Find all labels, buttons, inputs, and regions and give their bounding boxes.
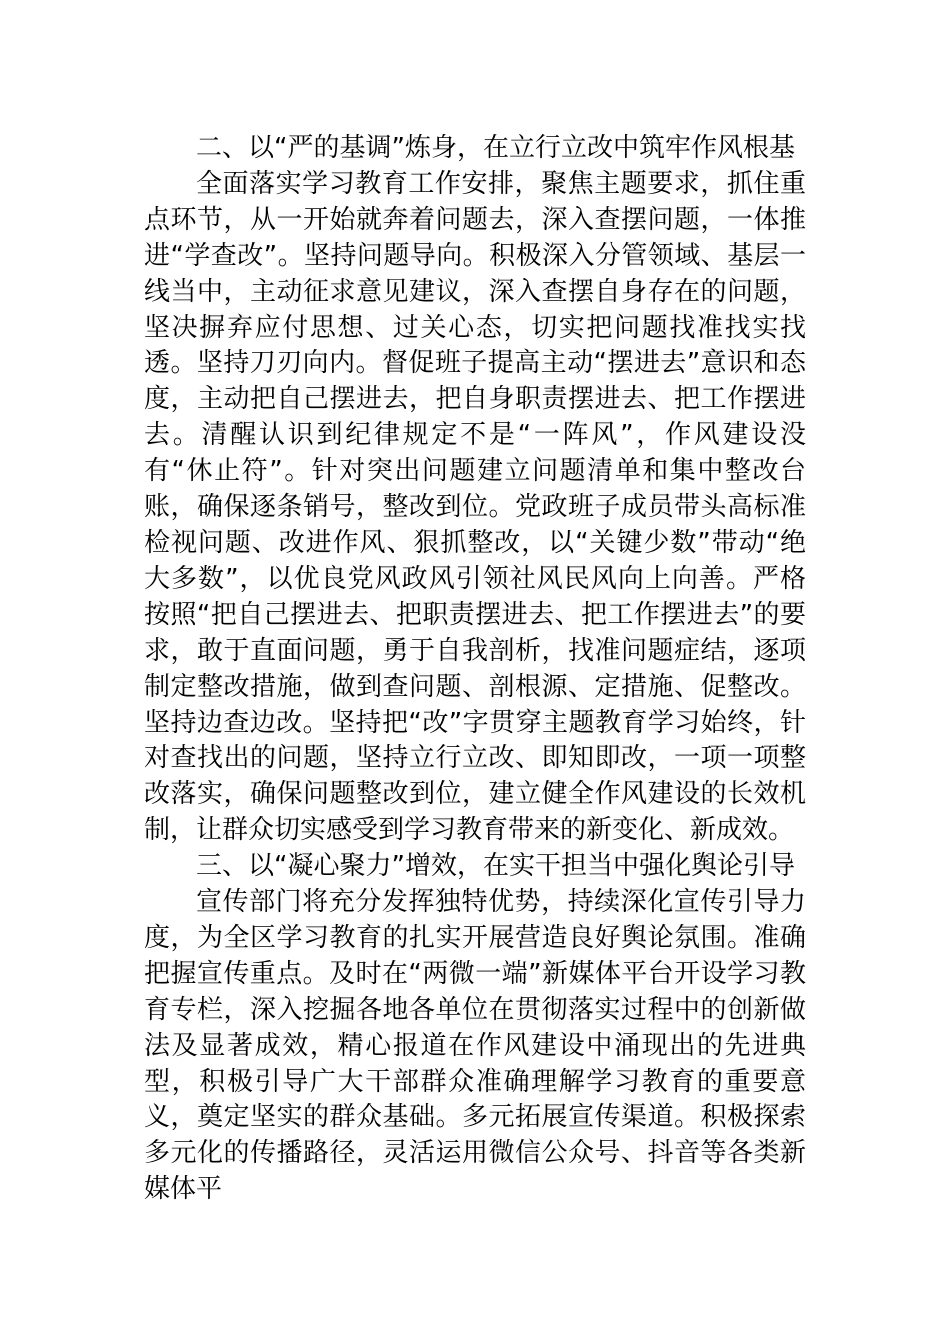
body-paragraph-1: 全面落实学习教育工作安排，聚焦主题要求，抓住重点环节，从一开始就奔着问题去，深入查摆问题，一体推进“学查改”。坚持问题导向。积极深入分管领域、基层一线当中，主动征求意见建议，深入查摆自身存在的问题，坚决摒弃应付思想、过关心态，切实把问题找准找实找透。坚持刀刃向内。督促班子提高主动“摆进去”意识和态度，主动把自己摆进去，把自身职责摆进去、把工作摆进去。清醒认识到纪律规定不是“一阵风”，作风建设没有“休止符”。针对突出问题建立问题清单和集中整改台账，确保逐条销号，整改到位。党政班子成员带头高标准检视问题、改进作风、狠抓整改，以“关键少数”带动“绝大多数”，以优良党风政风引领社风民风向上向善。严格按照“把自己摆进去、把职责摆进去、把工作摆进去”的要求，敢于直面问题，勇于自我剖析，找准问题症结，逐项制定整改措施，做到查问题、剖根源、定措施、促整改。坚持边查边改。坚持把“改”字贯穿主题教育学习始终，针对查找出的问题，坚持立行立改、即知即改，一项一项整改落实，确保问题整改到位，建立健全作风建设的长效机制，让群众切实感受到学习教育带来的新变化、新成效。 [144,168,806,846]
section-heading-3: 三、以“凝心聚力”增效，在实干担当中强化舆论引导 [196,851,795,882]
body-paragraph-2: 宣传部门将充分发挥独特优势，持续深化宣传引导力度，为全区学习教育的扎实开展营造良好舆论氛围。准确把握宣传重点。及时在“两微一端”新媒体平台开设学习教育专栏，深入挖掘各地各单位在贯彻落实过程中的创新做法及显著成效，精心报道在作风建设中涌现出的先进典型，积极引导广大干部群众准确理解学习教育的重要意义，奠定坚实的群众基础。多元拓展宣传渠道。积极探索多元化的传播路径，灵活运用微信公众号、抖音等各类新媒体平 [144,887,806,1205]
document-body [144,131,806,1208]
section-heading-2: 二、以“严的基调”炼身，在立行立改中筑牢作风根基 [196,133,795,163]
